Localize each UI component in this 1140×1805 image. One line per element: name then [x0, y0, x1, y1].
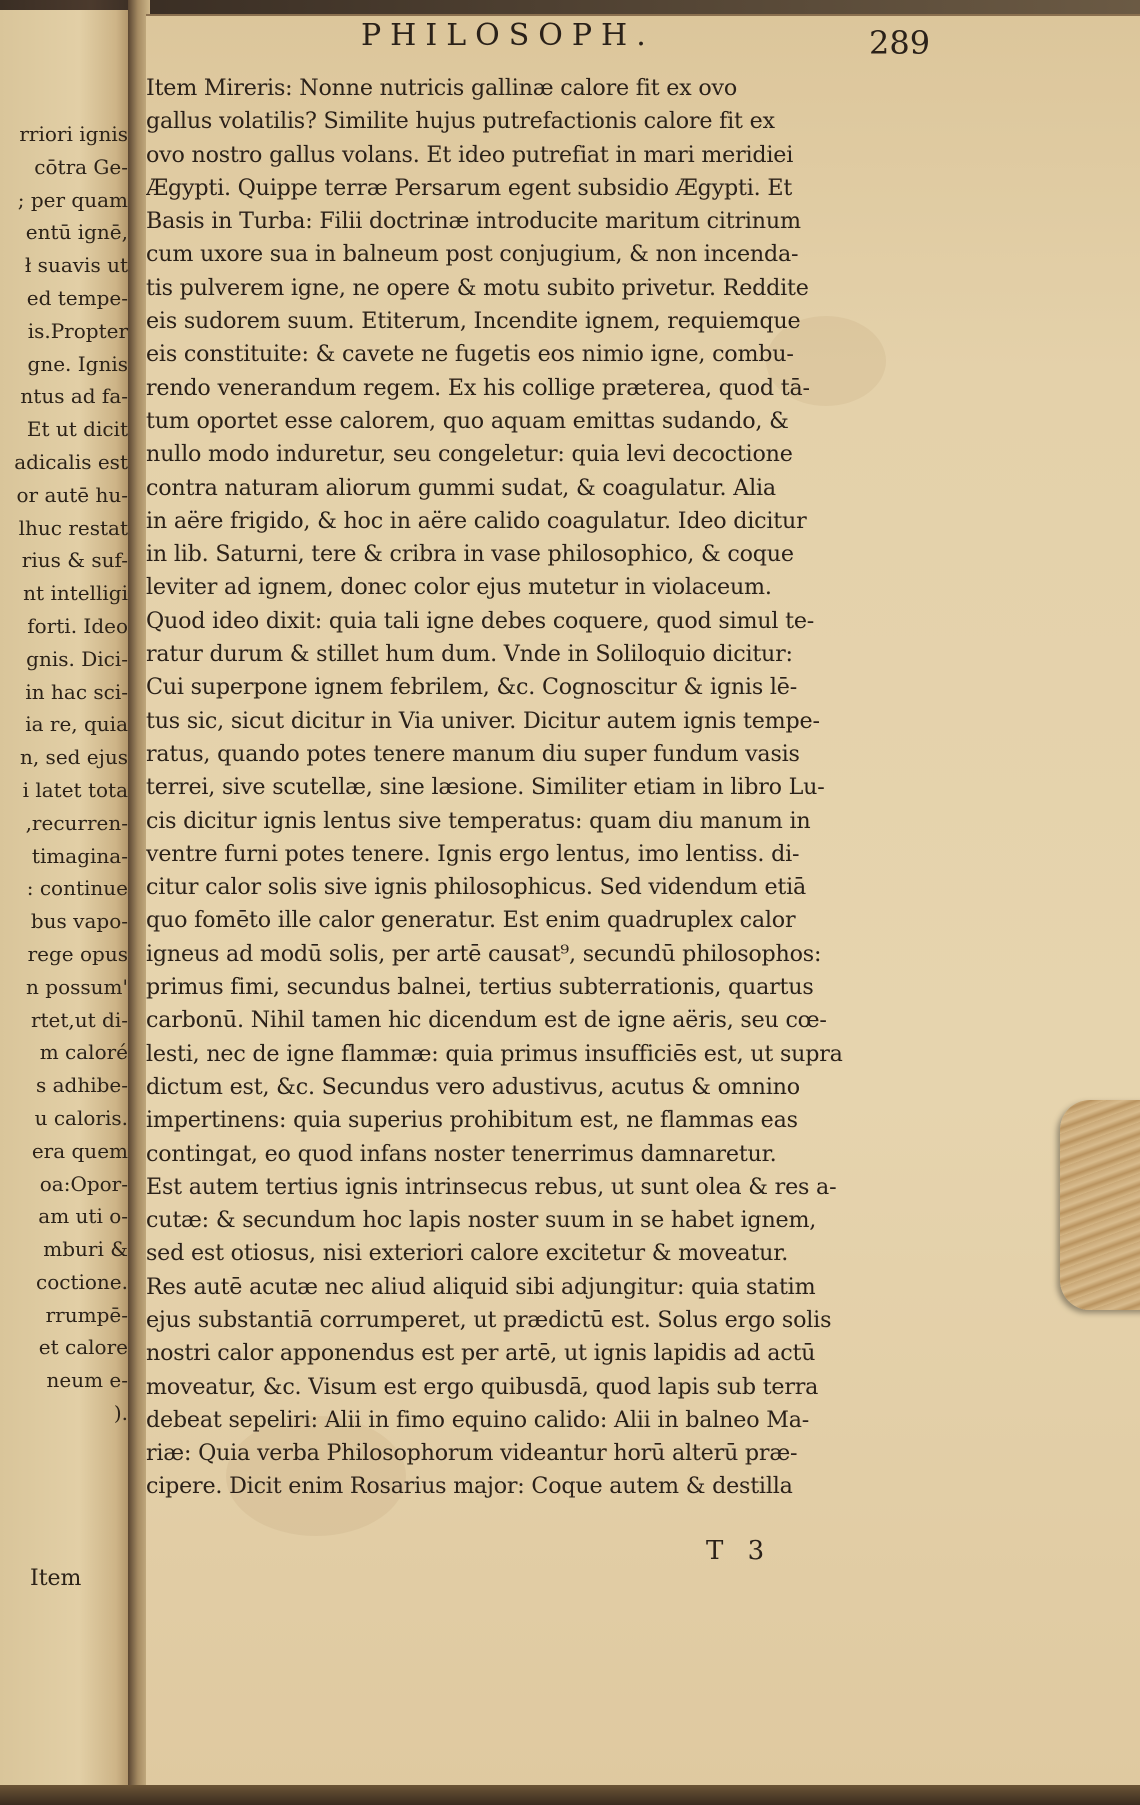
left-text-line: gne. Ignis — [27, 351, 128, 376]
text-line: sed est otiosus, nisi exteriori calore excitetur & moveatur. — [146, 1240, 789, 1267]
left-text-line: cōtra Ge- — [34, 154, 128, 179]
left-text-line: ł suavis ut — [24, 253, 128, 278]
left-text-line: adicalis est — [14, 449, 128, 474]
left-text-line: u caloris. — [34, 1105, 128, 1130]
left-text-line: rius & suf- — [21, 548, 128, 573]
running-head: PHILOSOPH. — [361, 18, 655, 53]
text-line: carbonū. Nihil tamen hic dicendum est de igne aëris, seu cœ- — [146, 1007, 827, 1034]
left-text-line: i latet tota — [22, 777, 128, 802]
text-line: rendo venerandum regem. Ex his collige præterea, quod tā- — [146, 374, 810, 401]
text-line: riæ: Quia verba Philosophorum videantur horū alterū præ- — [146, 1440, 798, 1467]
text-line: terrei, sive scutellæ, sine læsione. Similiter etiam in libro Lu- — [146, 774, 825, 801]
left-text-line: rege opus — [27, 941, 128, 966]
wooden-page-weight — [1060, 1100, 1140, 1310]
text-line: Cui superpone ignem febrilem, &c. Cognoscitur & ignis lē- — [146, 674, 797, 701]
text-line: primus fimi, secundus balnei, tertius subterrationis, quartus — [146, 974, 814, 1001]
left-text-line: et calore — [38, 1335, 128, 1360]
text-line: in aëre frigido, & hoc in aëre calido coagulatur. Ideo dicitur — [146, 507, 807, 534]
text-line: tum oportet esse calorem, quo aquam emittas sudando, & — [146, 407, 789, 434]
left-text-line: timagina- — [31, 843, 128, 868]
left-text-line: gnis. Dici- — [26, 646, 128, 671]
text-line: cum uxore sua in balneum post conjugium, & non incenda- — [146, 241, 799, 268]
text-line: leviter ad ignem, donec color ejus mutetur in violaceum. — [146, 574, 772, 601]
text-line: ventre furni potes tenere. Ignis ergo lentus, imo lentiss. di- — [146, 840, 800, 867]
text-line: quo fomēto ille calor generatur. Est enim quadruplex calor — [146, 907, 796, 934]
left-text-line: am uti o- — [38, 1204, 128, 1229]
left-text-line: rrumpē- — [45, 1302, 128, 1327]
left-text-line: is.Propter — [27, 318, 128, 343]
text-line: ovo nostro gallus volans. Et ideo putrefiat in mari meridiei — [146, 141, 794, 168]
left-text-line: mburi & — [43, 1237, 128, 1262]
text-line: Quod ideo dixit: quia tali igne debes coquere, quod simul te- — [146, 607, 815, 634]
text-line: eis sudorem suum. Etiterum, Incendite ignem, requiemque — [146, 308, 801, 335]
left-text-line: ; per quam — [17, 187, 128, 212]
left-text-line: lhuc restat — [18, 515, 128, 540]
text-line: ratur durum & stillet hum dum. Vnde in Soliloquio dicitur: — [146, 641, 793, 668]
left-text-line: bus vapo- — [30, 909, 128, 934]
text-line: nullo modo induretur, seu congeletur: quia levi decoctione — [146, 441, 793, 468]
text-line: igneus ad modū solis, per artē causat⁹, secundū philosophos: — [146, 940, 822, 967]
left-text-line: neum e- — [46, 1368, 128, 1393]
text-line: citur calor solis sive ignis philosophicus. Sed videndum etiā — [146, 874, 807, 901]
left-text-line: ed tempe- — [26, 285, 128, 310]
bottom-edge-shadow — [0, 1785, 1140, 1805]
left-text-line: or autē hu- — [16, 482, 128, 507]
left-text-line: ia re, quia — [25, 712, 128, 737]
text-line: impertinens: quia superius prohibitum est, ne flammas eas — [146, 1107, 798, 1134]
left-text-line: coctione. — [36, 1269, 128, 1294]
text-line: Item Mireris: Nonne nutricis gallinæ calore fit ex ovo — [146, 75, 738, 101]
text-line: Basis in Turba: Filii doctrinæ introducite maritum citrinum — [146, 208, 801, 235]
main-page — [146, 14, 1140, 1796]
text-line: eis constituite: & cavete ne fugetis eos nimio igne, combu- — [146, 341, 794, 368]
left-text-line: ,recurren- — [25, 810, 128, 835]
text-line: cis dicitur ignis lentus sive temperatus: quam diu manum in — [146, 807, 811, 834]
text-line: moveatur, &c. Visum est ergo quibusdā, quod lapis sub terra — [146, 1373, 819, 1400]
body-text — [146, 72, 926, 1504]
left-text-line: s adhibe- — [35, 1073, 128, 1098]
left-text-line: forti. Ideo — [27, 613, 128, 638]
left-text-line: in hac sci- — [25, 679, 128, 704]
left-text-line: : continue — [26, 876, 128, 901]
signature-mark: T 3 — [706, 1536, 773, 1566]
left-text-line: rriori ignis — [19, 122, 128, 146]
text-line: debeat sepeliri: Alii in fimo equino calido: Alii in balneo Ma- — [146, 1406, 810, 1433]
left-text-line: era quem — [31, 1138, 128, 1163]
left-page-text — [2, 118, 130, 1430]
left-text-line: Et ut dicit — [26, 417, 128, 442]
text-line: ratus, quando potes tenere manum diu super fundum vasis — [146, 740, 800, 767]
text-line: ejus substantiā corrumperet, ut prædictū est. Solus ergo solis — [146, 1306, 832, 1333]
left-text-line: m caloré — [39, 1040, 128, 1065]
text-line: Ægypti. Quippe terræ Persarum egent subsidio Ægypti. Et — [146, 174, 793, 201]
text-line: lesti, nec de igne flammæ: quia primus insufficiēs est, ut supra — [146, 1040, 843, 1067]
left-facing-page — [0, 10, 134, 1790]
text-line: contingat, eo quod infans noster tenerrimus damnaretur. — [146, 1140, 777, 1167]
page-number: 289 — [869, 24, 931, 62]
left-text-line: entū ignē, — [25, 220, 128, 245]
left-text-line: ntus ad fa- — [20, 384, 128, 409]
text-line: dictum est, &c. Secundus vero adustivus, acutus & omnino — [146, 1073, 800, 1100]
left-text-line: rtet,ut di- — [30, 1007, 128, 1032]
text-line: in lib. Saturni, tere & cribra in vase philosophico, & coque — [146, 541, 794, 568]
text-line: contra naturam aliorum gummi sudat, & coagulatur. Alia — [146, 474, 776, 501]
left-catchword: Item — [30, 1566, 82, 1591]
text-line: cutæ: & secundum hoc lapis noster suum in se habet ignem, — [146, 1207, 817, 1234]
text-line: tus sic, sicut dicitur in Via univer. Dicitur autem ignis tempe- — [146, 707, 820, 734]
text-line: cipere. Dicit enim Rosarius major: Coque autem & destilla — [146, 1473, 793, 1500]
left-text-line: n, sed ejus — [19, 745, 128, 770]
left-text-line: oa:Opor- — [39, 1171, 128, 1196]
text-line: gallus volatilis? Similite hujus putrefactionis calore fit ex — [146, 108, 775, 135]
left-text-line: nt intelligi — [23, 581, 128, 606]
text-line: tis pulverem igne, ne opere & motu subito privetur. Reddite — [146, 274, 809, 301]
text-line: Est autem tertius ignis intrinsecus rebus, ut sunt olea & res a- — [146, 1173, 837, 1200]
text-line: nostri calor apponendus est per artē, ut ignis lapidis ad actū — [146, 1340, 816, 1367]
left-text-line: n possum' — [26, 974, 128, 999]
left-text-line: ). — [113, 1401, 128, 1426]
text-line: Res autē acutæ nec aliud aliquid sibi adjungitur: quia statim — [146, 1273, 816, 1300]
